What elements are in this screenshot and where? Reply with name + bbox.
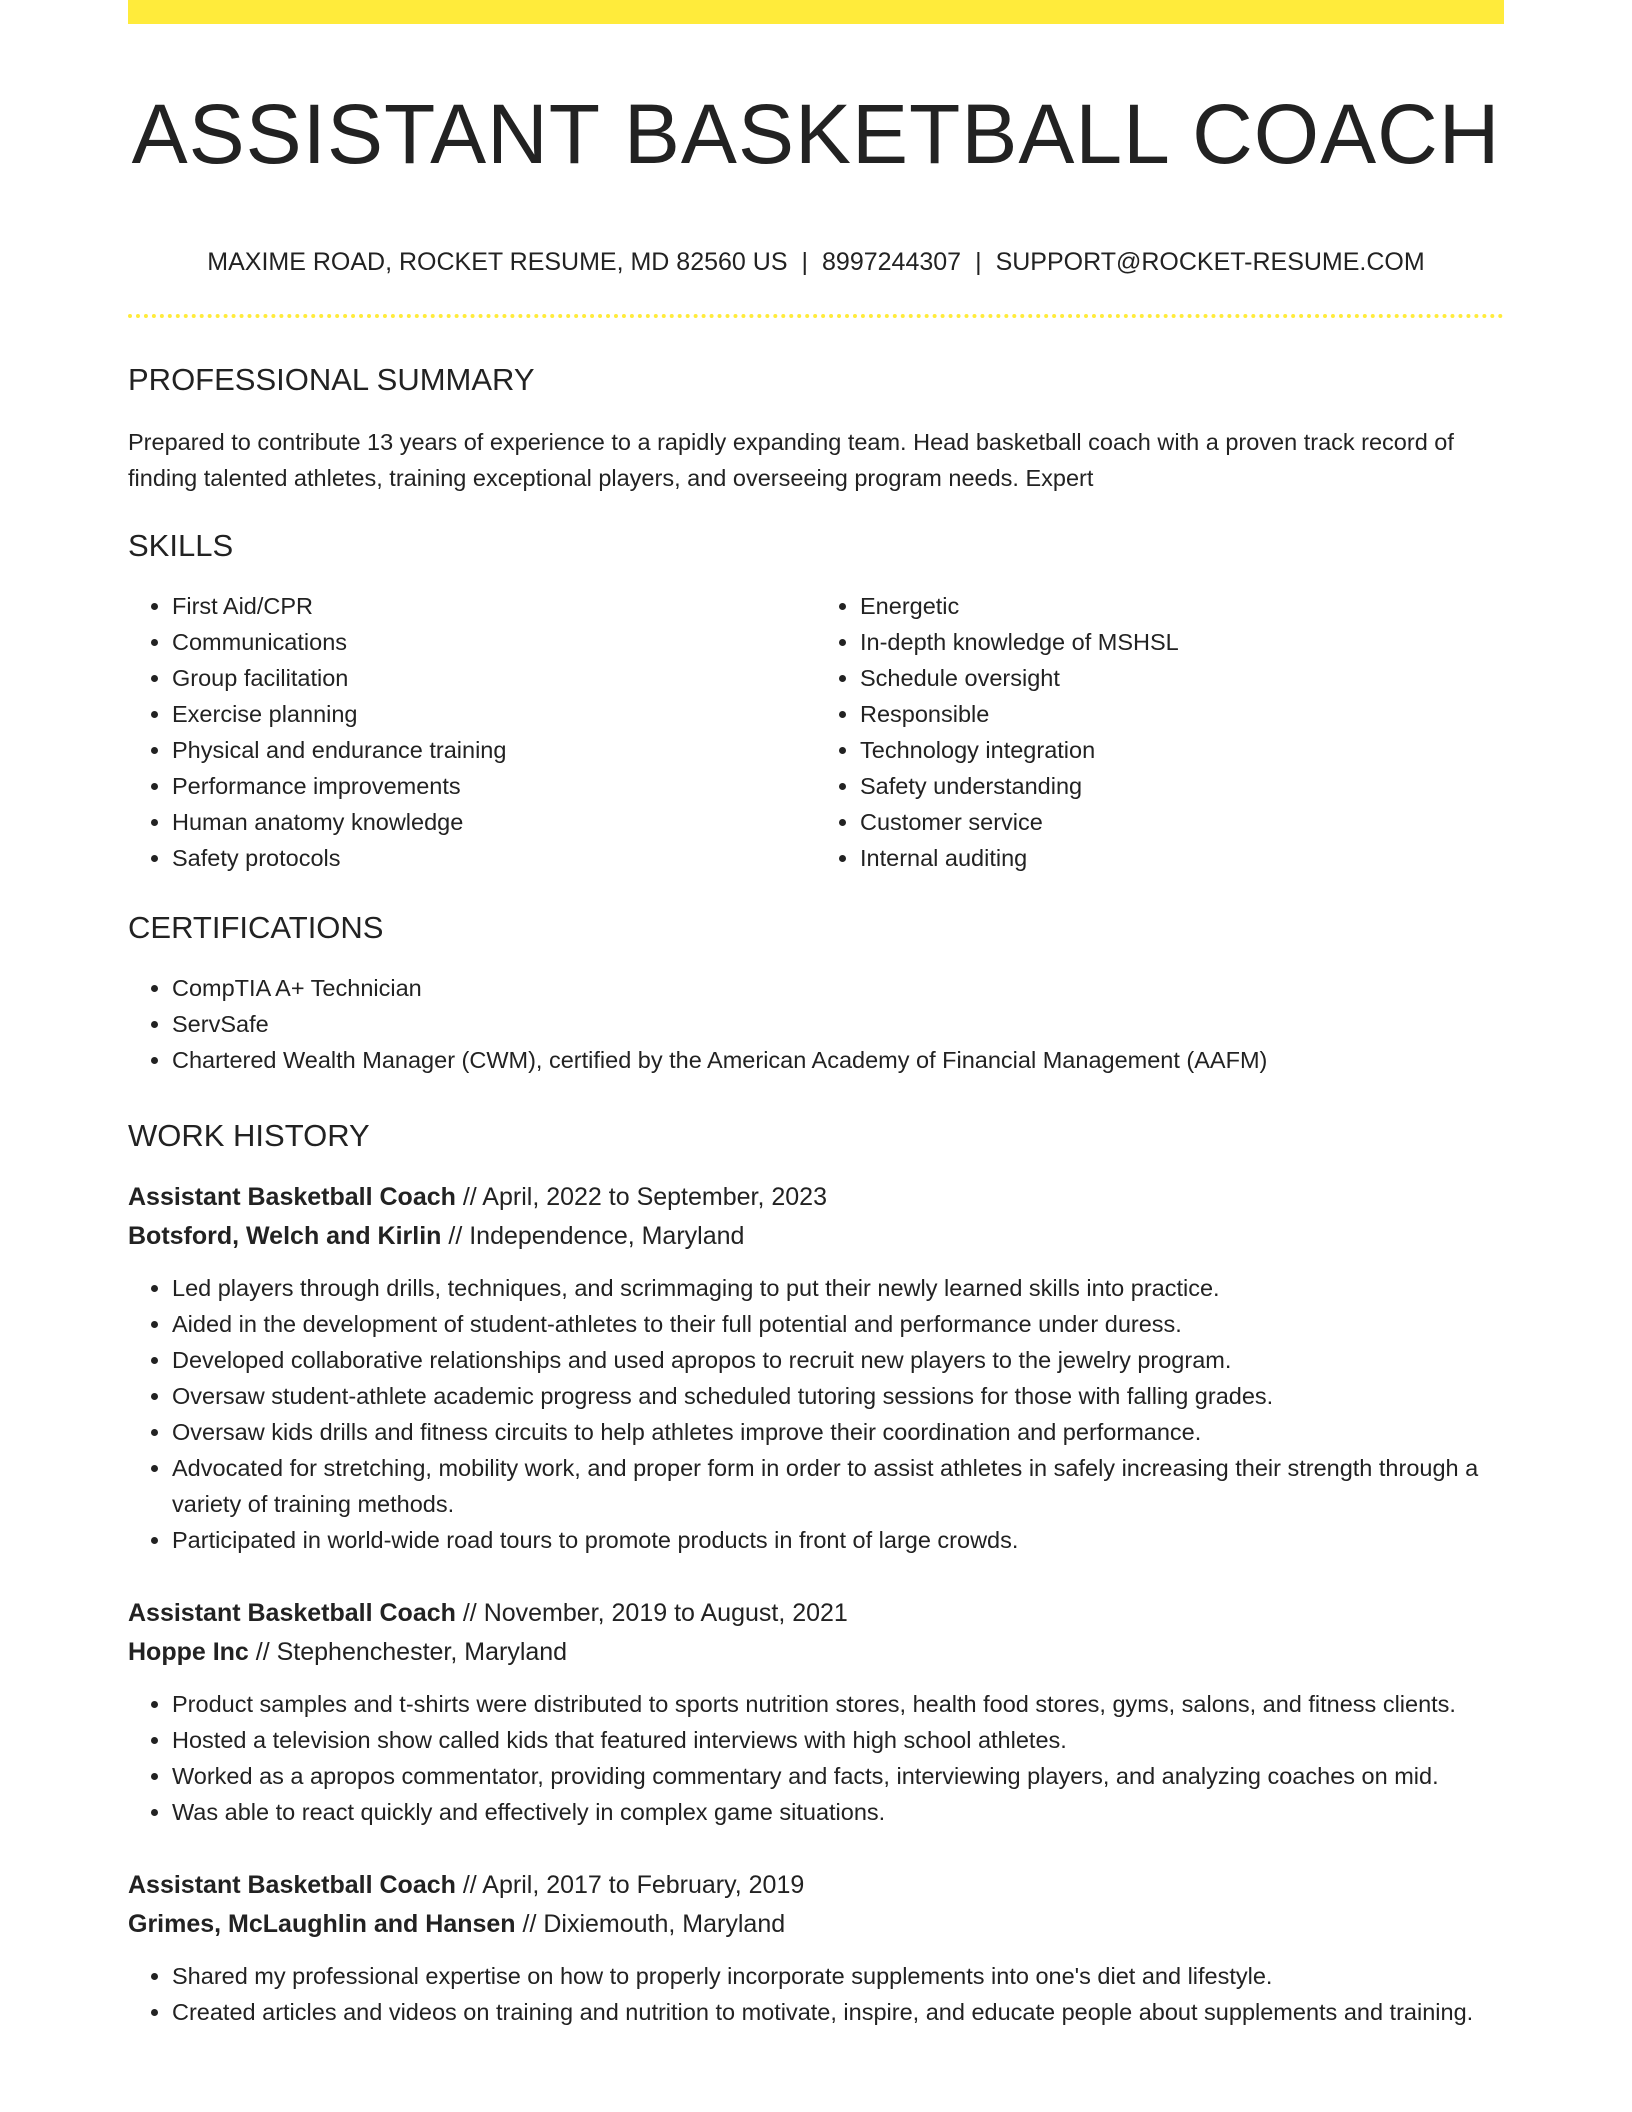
- job-entry: [128, 1178, 1504, 1558]
- job-company: Botsford, Welch and Kirlin: [128, 1222, 442, 1250]
- summary-heading: PROFESSIONAL SUMMARY: [128, 362, 535, 397]
- contact-email: SUPPORT@ROCKET-RESUME.COM: [995, 248, 1425, 276]
- job-role: Assistant Basketball Coach: [128, 1599, 456, 1627]
- list-item: • Created articles and videos on training and nutrition to motivate, inspire, and educate people about supplements and training.: [172, 1994, 1504, 2030]
- list-item: • Developed collaborative relationships and used apropos to recruit new players to the jewelry program.: [172, 1342, 1504, 1378]
- job-location: // Stephenchester, Maryland: [248, 1638, 568, 1666]
- list-item: • Advocated for stretching, mobility work, and proper form in order to assist athletes in safely increasing their strength through a variety of training methods.: [172, 1450, 1504, 1522]
- list-item: • Internal auditing: [860, 840, 1504, 876]
- list-item: • Safety protocols: [172, 840, 816, 876]
- job-entry: [128, 1594, 1504, 1830]
- list-item: • Communications: [172, 624, 816, 660]
- contact-phone: 8997244307: [822, 248, 962, 276]
- skills-list-left: [128, 588, 816, 876]
- skills-list-right: [816, 588, 1504, 876]
- job-bullets: [128, 1686, 1504, 1830]
- list-item: • CompTIA A+ Technician: [172, 970, 1504, 1006]
- job-dates: // April, 2017 to February, 2019: [455, 1871, 805, 1899]
- contact-line: [128, 246, 1504, 278]
- certifications-list: [128, 970, 1504, 1078]
- job-dates: // November, 2019 to August, 2021: [455, 1599, 848, 1627]
- list-item: • Product samples and t-shirts were distributed to sports nutrition stores, health food stores, gyms, salons, and fitness clients.: [172, 1686, 1504, 1722]
- certifications-heading: CERTIFICATIONS: [128, 910, 384, 945]
- skills-grid: [128, 588, 1504, 876]
- accent-bar: [128, 0, 1504, 24]
- list-item: • In-depth knowledge of MSHSL: [860, 624, 1504, 660]
- summary-text: Prepared to contribute 13 years of experience to a rapidly expanding team. Head basketball coach with a proven track record of finding talented athletes, training exceptional players, and overseeing program needs. Expert: [128, 429, 1454, 491]
- job-bullets: [128, 1270, 1504, 1558]
- job-company-line: [128, 1905, 1504, 1944]
- list-item: • Chartered Wealth Manager (CWM), certified by the American Academy of Financial Management (AAFM): [172, 1042, 1504, 1078]
- job-company-line: [128, 1217, 1504, 1256]
- job-location: // Independence, Maryland: [441, 1222, 745, 1250]
- job-role: Assistant Basketball Coach: [128, 1871, 456, 1899]
- list-item: • Technology integration: [860, 732, 1504, 768]
- list-item: • ServSafe: [172, 1006, 1504, 1042]
- list-item: • Safety understanding: [860, 768, 1504, 804]
- job-location: // Dixiemouth, Maryland: [515, 1910, 786, 1938]
- job-role-line: [128, 1178, 1504, 1217]
- list-item: • Schedule oversight: [860, 660, 1504, 696]
- list-item: • Oversaw student-athlete academic progress and scheduled tutoring sessions for those with falling grades.: [172, 1378, 1504, 1414]
- list-item: • Group facilitation: [172, 660, 816, 696]
- work-history-list: [128, 1178, 1504, 2030]
- contact-address: MAXIME ROAD, ROCKET RESUME, MD 82560 US: [207, 248, 788, 276]
- work-history-heading: WORK HISTORY: [128, 1118, 370, 1153]
- list-item: • Shared my professional expertise on how to properly incorporate supplements into one's diet and lifestyle.: [172, 1958, 1504, 1994]
- list-item: • Physical and endurance training: [172, 732, 816, 768]
- job-company-line: [128, 1633, 1504, 1672]
- job-company: Grimes, McLaughlin and Hansen: [128, 1910, 516, 1938]
- resume-title: ASSISTANT BASKETBALL COACH: [131, 87, 1501, 181]
- list-item: • Participated in world-wide road tours to promote products in front of large crowds.: [172, 1522, 1504, 1558]
- list-item: • Led players through drills, techniques, and scrimmaging to put their newly learned skills into practice.: [172, 1270, 1504, 1306]
- list-item: • Was able to react quickly and effectively in complex game situations.: [172, 1794, 1504, 1830]
- list-item: • Worked as a apropos commentator, providing commentary and facts, interviewing players, and analyzing coaches on mid.: [172, 1758, 1504, 1794]
- resume-page: [128, 0, 1504, 2030]
- job-entry: [128, 1866, 1504, 2030]
- list-item: • Hosted a television show called kids that featured interviews with high school athletes.: [172, 1722, 1504, 1758]
- list-item: • Aided in the development of student-athletes to their full potential and performance under duress.: [172, 1306, 1504, 1342]
- dotted-divider: [128, 314, 1504, 318]
- contact-separator: |: [975, 248, 982, 276]
- list-item: • Responsible: [860, 696, 1504, 732]
- job-role-line: [128, 1594, 1504, 1633]
- list-item: • Human anatomy knowledge: [172, 804, 816, 840]
- list-item: • Exercise planning: [172, 696, 816, 732]
- list-item: • Performance improvements: [172, 768, 816, 804]
- job-company: Hoppe Inc: [128, 1638, 249, 1666]
- job-role-line: [128, 1866, 1504, 1905]
- list-item: • Energetic: [860, 588, 1504, 624]
- skills-heading: SKILLS: [128, 528, 234, 563]
- job-role: Assistant Basketball Coach: [128, 1183, 456, 1211]
- job-bullets: [128, 1958, 1504, 2030]
- list-item: • Oversaw kids drills and fitness circuits to help athletes improve their coordination and performance.: [172, 1414, 1504, 1450]
- list-item: • Customer service: [860, 804, 1504, 840]
- list-item: • First Aid/CPR: [172, 588, 816, 624]
- job-dates: // April, 2022 to September, 2023: [455, 1183, 827, 1211]
- contact-separator: |: [801, 248, 809, 276]
